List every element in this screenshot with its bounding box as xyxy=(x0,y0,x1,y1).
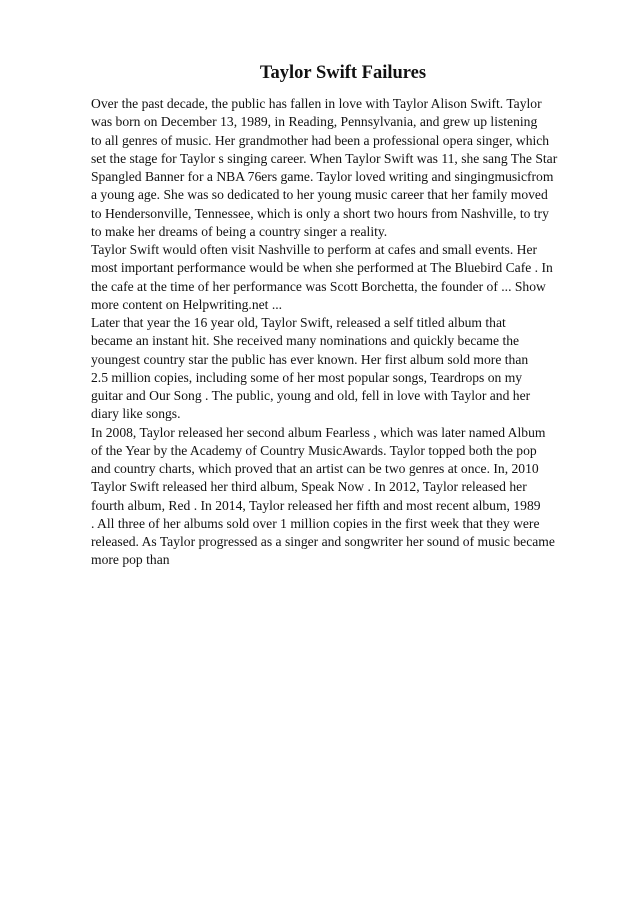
text-line: the cafe at the time of her performance was Scott Borchetta, the founder of ... Show xyxy=(91,278,546,294)
text-line: Spangled Banner for a NBA 76ers game. Taylor loved writing and singingmusicfrom xyxy=(91,169,554,184)
text-line: Over the past decade, the public has fallen in love with Taylor Alison Swift. Taylor xyxy=(91,96,542,111)
text-line: Later that year the 16 year old, Taylor Swift, released a self titled album that xyxy=(91,315,506,330)
text-line: and country charts, which proved that an artist can be two genres at once. In, 2010 xyxy=(91,461,539,476)
text-line: fourth album, Red . In 2014, Taylor released her fifth and most recent album, 1989 xyxy=(91,497,541,513)
page-title: Taylor Swift Failures xyxy=(259,63,427,83)
text-line: of the Year by the Academy of Country MusicAwards. Taylor topped both the pop xyxy=(91,442,537,458)
text-line: more content on Helpwriting.net ... xyxy=(91,296,283,312)
text-line: a young age. She was so dedicated to her young music career that her family moved xyxy=(91,187,548,203)
text-line: In 2008, Taylor released her second album Fearless , which was later named Album xyxy=(91,424,546,440)
text-line: Taylor Swift released her third album, Speak Now . In 2012, Taylor released her xyxy=(91,479,527,495)
text-line: to Hendersonville, Tennessee, which is only a short two hours from Nashville, to try xyxy=(91,205,549,221)
text-line: set the stage for Taylor s singing career. When Taylor Swift was 11, she sang The Star xyxy=(91,150,558,166)
text-line: diary like songs. xyxy=(91,406,181,422)
text-line: . All three of her albums sold over 1 million copies in the first week that they were xyxy=(91,515,540,531)
text-line: 2.5 million copies, including some of her most popular songs, Teardrops on my xyxy=(91,369,523,385)
text-line: was born on December 13, 1989, in Reading, Pennsylvania, and grew up listening xyxy=(91,114,538,130)
text-line: most important performance would be when she performed at The Bluebird Cafe . In xyxy=(91,260,553,276)
text-line: more pop than xyxy=(91,552,170,568)
text-line: to make her dreams of being a country singer a reality. xyxy=(91,223,388,239)
body-text xyxy=(91,95,621,570)
text-line: to all genres of music. Her grandmother had been a professional opera singer, which xyxy=(91,132,550,148)
text-line: youngest country star the public has ever known. Her first album sold more than xyxy=(91,351,529,367)
text-line: became an instant hit. She received many nominations and quickly became the xyxy=(91,333,520,349)
text-line: Taylor Swift would often visit Nashville to perform at cafes and small events. Her xyxy=(91,242,538,257)
text-line: released. As Taylor progressed as a singer and songwriter her sound of music became xyxy=(91,534,555,549)
text-line: guitar and Our Song . The public, young and old, fell in love with Taylor and her xyxy=(91,388,531,403)
